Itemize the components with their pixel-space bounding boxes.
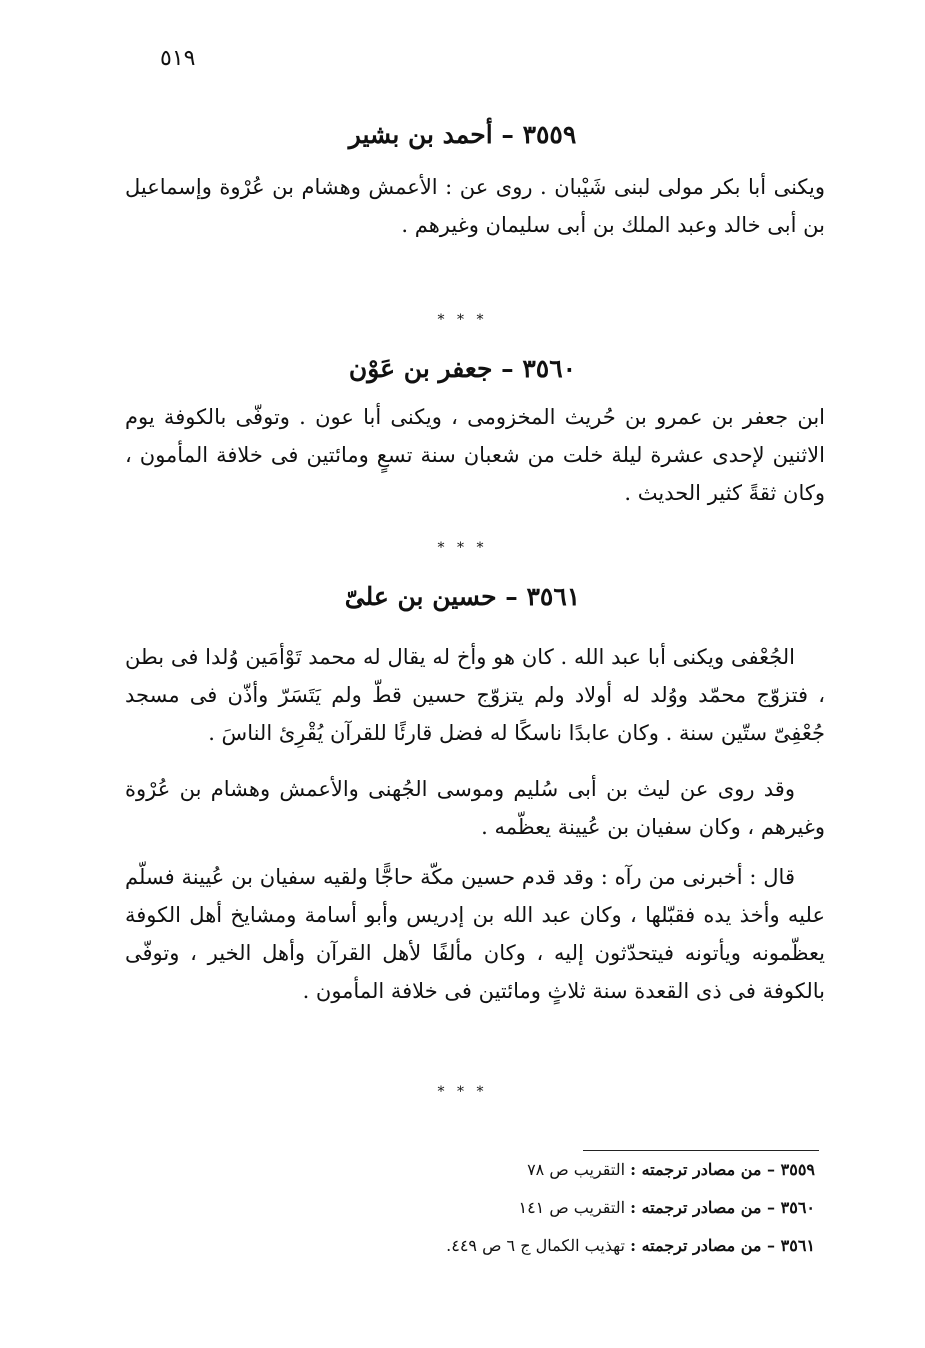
entry-title-3559: ٣٥٥٩ – أحمد بن بشير xyxy=(348,120,577,149)
footnote-text: التقريب ص ١٤١ xyxy=(518,1198,626,1217)
footnote-label: ٣٥٦١ – من مصادر ترجمته : xyxy=(630,1236,815,1255)
entry-title-3560: ٣٥٦٠ – جعفر بن عَوْن xyxy=(348,354,577,383)
entry-3561-paragraph-2: وقد روى عن ليث بن أبى سُليم وموسى الجُهنى والأعمش وهشام بن عُرْوة وغيرهم ، وكان سفيان بن عُيينة يعظّمه . xyxy=(125,777,825,839)
entry-3561-paragraph-1: الجُعْفى ويكنى أبا عبد الله . كان هو وأخ له يقال له محمد تَوْأمَين وُلدا فى بطن ، فتزوّج محمّد ووُلد له أولاد ولم يتزوّج حسين قطّ ولم يَتَسَرّ وأذّن فى مسجد جُعْفِىّ ستّين سنة . وكان عابدًا ناسكًا له فضل قارئًا للقرآن يُقْرِئ الناسَ . xyxy=(125,645,825,745)
footnote-3561 xyxy=(115,1236,815,1255)
footnote-3560 xyxy=(115,1198,815,1217)
footnote-3559 xyxy=(115,1160,815,1179)
section-separator: * * * xyxy=(437,540,488,556)
footnote-label: ٣٥٥٩ – من مصادر ترجمته : xyxy=(630,1160,815,1179)
section-separator: * * * xyxy=(437,312,488,328)
section-separator: * * * xyxy=(437,1084,488,1100)
footnote-text: تهذيب الكمال ج ٦ ص ٤٤٩. xyxy=(446,1236,626,1255)
entry-3559-paragraph: ويكنى أبا بكر مولى لبنى شَيْبان . روى عن : الأعمش وهشام بن عُرْوة وإسماعيل بن أبى خالد وعبد الملك بن أبى سليمان وغيرهم . xyxy=(125,175,825,237)
footnote-label: ٣٥٦٠ – من مصادر ترجمته : xyxy=(630,1198,815,1217)
entry-3560-paragraph: ابن جعفر بن عمرو بن حُريث المخزومى ، ويكنى أبا عون . وتوفّى بالكوفة يوم الاثنين لإحدى عشرة ليلة خلت من شعبان سنة تسعٍ ومائتين فى خلافة المأمون ، وكان ثقةً كثير الحديث . xyxy=(125,405,825,505)
footnote-text: التقريب ص ٧٨ xyxy=(527,1160,626,1179)
entry-3561-paragraph-3: قال : أخبرنى من رآه : وقد قدم حسين مكّة حاجًّا ولقيه سفيان بن عُيينة فسلّم عليه وأخذ يده فقبّلها ، وكان عبد الله بن إدريس وأبو أسامة ومشايخ أهل الكوفة يعظّمونه ويأتونه فيتحدّثون إليه ، وكان مألفًا لأهل القرآن وأهل الخير ، وتوفّى بالكوفة فى ذى القعدة سنة ثلاثٍ ومائتين فى خلافة المأمون . xyxy=(125,865,825,1003)
entry-title-3561: ٣٥٦١ – حسين بن علىّ xyxy=(344,582,581,611)
page-number: ٥١٩ xyxy=(160,46,196,71)
footnote-divider xyxy=(583,1150,819,1151)
